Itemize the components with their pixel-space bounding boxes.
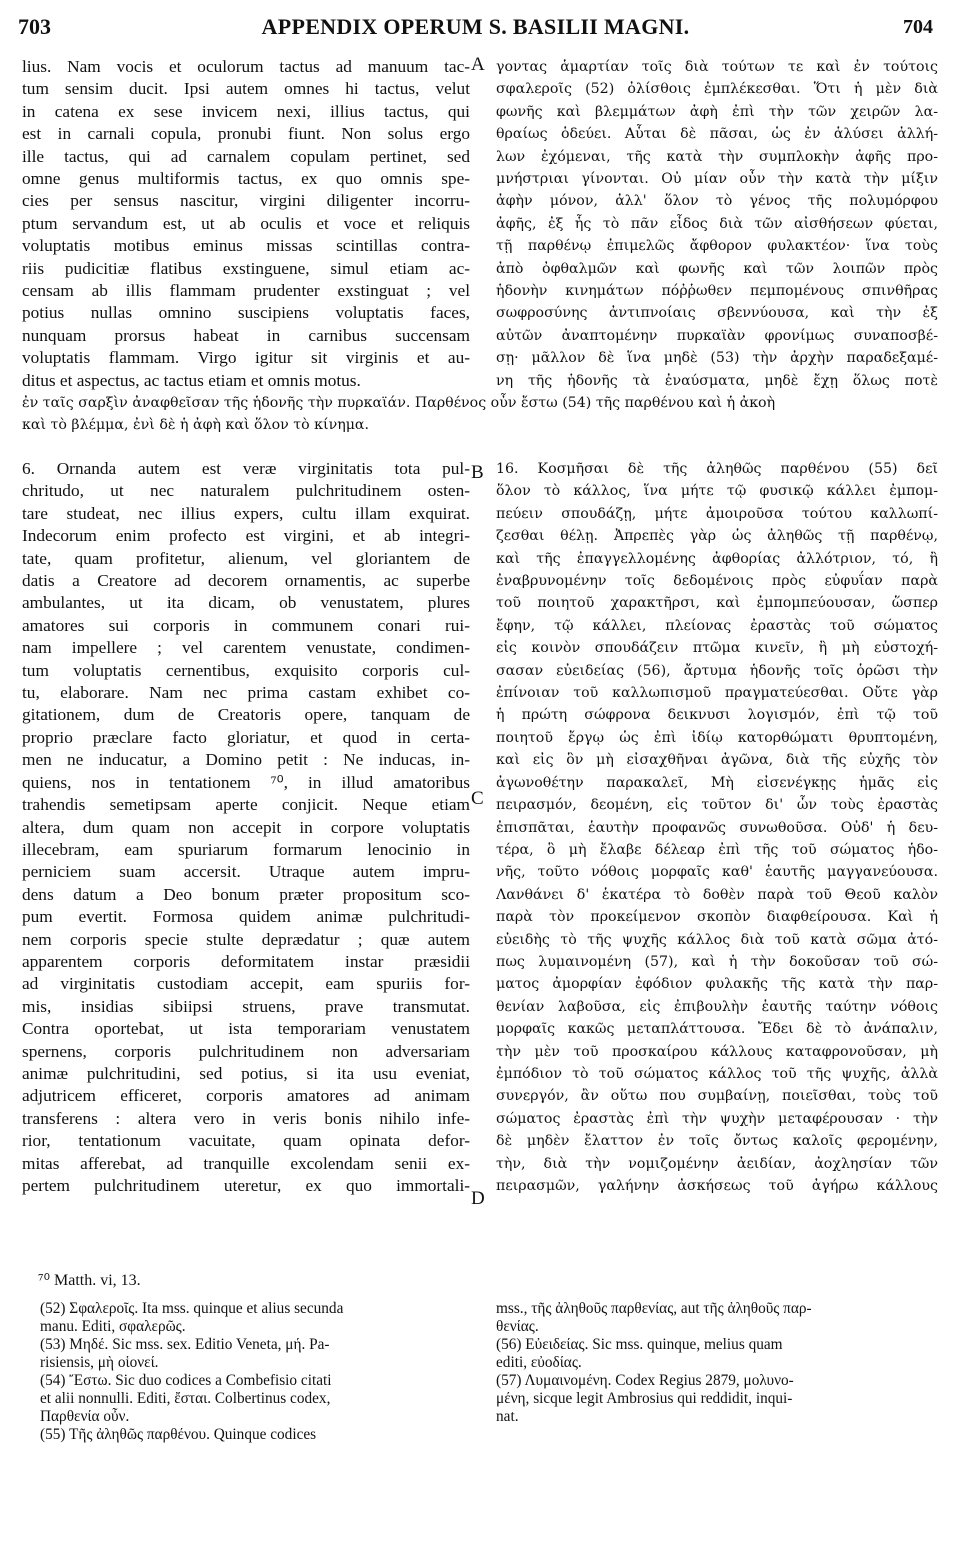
margin-marker-c: C — [471, 788, 484, 809]
text-line: θενίαν λαβοῦσα, εἰς ἐπιβουλὴν ἑαυτῆς ταύτην νόθοις — [496, 998, 938, 1015]
text-line: ambulantes, ut ita dicam, ob venustatem, plures — [22, 593, 470, 613]
text-line: pum evertit. Formosa quidem animæ pulchritudi- — [22, 907, 470, 927]
text-line: νη τῆς ἡδονῆς τὰ ἐναύσματα, μηδὲ ἔχῃ ὅλως ποτὲ — [496, 372, 938, 389]
text-line: amatores sui corporis in communem conari rui- — [22, 615, 470, 635]
text-line: tare studeat, nec illius expers, cultu illam exquirat. — [22, 503, 470, 523]
text-line: 16. Κοσμῆσαι δὲ τῆς ἀληθῶς παρθένου (55) δεῖ — [496, 461, 938, 477]
note-line: θενίας. — [496, 1318, 539, 1335]
text-line: ὅλον τὸ κάλλος, ἵνα μήτε τῷ φυσικῷ κάλλει ἐμπομ- — [496, 483, 938, 500]
text-line: γοντας ἁμαρτίαν τοῖς διὰ τούτων τε καὶ ἐν τούτοις — [496, 59, 938, 75]
text-line: perniciem suam accersit. Utraque autem impru- — [22, 862, 470, 882]
spanning-line-1 — [22, 392, 938, 414]
text-line: ἡδονὴν κινημάτων πόῤῥωθεν πεμπομένους σπινθῆρας — [496, 283, 938, 300]
text-line: ad virginitatis custodiam accepit, eam spuriis for- — [22, 974, 470, 994]
text-line: τὴν, διὰ τὴν νομιζομένην ἀειδίαν, ἀοχλησίαν τῶν — [496, 1155, 938, 1172]
text-line: Λανθάνει δ' ἑκατέρα τὸ δοθὲν παρὰ τοῦ Θεοῦ καλὸν — [496, 886, 938, 903]
note-line: (52) Σφαλεροῖς. Ita mss. quinque et alius secunda — [40, 1300, 344, 1317]
margin-marker-a: A — [471, 54, 485, 75]
text-line: σασαν εὐειδείας (56), ἄρτυμα ἡδονῆς τοῖς ὁρῶσι τὴν — [496, 662, 938, 679]
note-line: (57) Λυμαινομένη. Codex Regius 2879, μολυνο- — [496, 1372, 794, 1389]
text-line: σωφροσύνης ἀντιπνοίαις σβεννύουσα, καὶ τὴν ἐξ — [496, 305, 938, 322]
text-line: voluptatis flammam. Virgo igitur sit virginis et au- — [22, 348, 470, 368]
text-line: τοῦ ποιητοῦ χαρακτῆρσι, καὶ ἐμπομπεύουσαν, ὥσπερ — [496, 595, 938, 612]
note-line: mss., τῆς ἀληθοῦς παρθενίας, aut τῆς ἀληθοῦς παρ- — [496, 1300, 812, 1317]
text-line: ἐναβρυνομένην τοῖς δεδομένοις πρὸς εὐφυΐαν παρὰ — [496, 573, 938, 590]
text-line: ἔφην, τῷ κάλλει, πλείονας ἐραστὰς τοῦ σώματος — [496, 617, 938, 634]
text-line: τέρα, ὃ μὴ ἔλαβε δέλεαρ ἐπὶ τῆς τοῦ σώματος ἡδο- — [496, 841, 938, 858]
text-line: φωνῆς καὶ βλεμμάτων ἀφὴ ἐπὶ τὴν τῶν χειρῶν λα- — [496, 103, 938, 120]
note-line: (56) Εὐειδείας. Sic mss. quinque, melius quam — [496, 1336, 783, 1353]
notes-left — [40, 1300, 460, 1444]
greek-column-1 — [496, 56, 938, 392]
note-line: risiensis, μὴ οἱονεί. — [40, 1354, 159, 1371]
text-line: καὶ τῆς ἐπαγγελλομένης ἀφθορίας ἀλλότριον, τό, ἢ — [496, 550, 938, 567]
note-line: nat. — [496, 1408, 519, 1425]
text-line: πειρασμῶν, γαλήνην ἀσκήσεως τοῦ ἀγήρω κάλλους — [496, 1178, 938, 1194]
text-line: quiens, nos in tentationem ⁷⁰, in illud amatoribus — [22, 772, 470, 792]
text-line: pertem pulchritudinem uteretur, ex quo immortali- — [22, 1176, 470, 1195]
text-line: nam impellere ; vel carentem venustate, condimen- — [22, 638, 470, 658]
text-line: σώματος ἐραστὰς ἐπὶ τὴν ψυχὴν μεταφέρουσαν · τὴν — [496, 1110, 938, 1127]
note-line: μένη, sicque legit Ambrosius qui reddidit, inqui- — [496, 1390, 793, 1407]
text-line: mitas afferebat, ad tranquille excolendam senii ex- — [22, 1153, 470, 1173]
note-line: et alii nonnulli. Editi, ἔσται. Colbertinus codex, — [40, 1390, 331, 1407]
text-line: ἀγωνοθέτην παρακαλεῖ, Μὴ εἰσενέγκῃς ἡμᾶς εἰς — [496, 774, 938, 791]
text-line: tate, quam profitetur, alienum, vel gloriantem de — [22, 548, 470, 568]
note-line: (55) Τῆς ἀληθῶς παρθένου. Quinque codices — [40, 1426, 317, 1443]
text-line: εὐειδὴς τὸ τῆς ψυχῆς κάλλος διὰ τοῦ κατὰ σῶμα ἀτό- — [496, 931, 938, 948]
text-line: censam ab illis flammam prudenter exstinguat ; vel — [22, 281, 470, 301]
text-line: trahendis semetipsam aperte conjicit. Neque etiam — [22, 795, 470, 815]
text-line: συνεργόν, ἂν οὕτω που συμβαίνῃ, ποιεῖσθαι, τοὺς τοῦ — [496, 1088, 938, 1105]
text-line: ἐμπόδιον τὸ τοῦ σώματος κάλλος τοῦ τῆς ψυχῆς, ἀλλὰ — [496, 1065, 938, 1082]
text-line: ζεσθαι θέλῃ. Ἀπρεπὲς γὰρ ὡς ἀληθῶς τῇ παρθένῳ, — [496, 528, 938, 545]
latin-column-2 — [22, 458, 470, 1197]
text-line: altera, dum quam non accepit in corpore voluptatis — [22, 817, 470, 837]
text-line: potius nullas omnino suscipiens voluptatis faces, — [22, 303, 470, 323]
page-number-left: 703 — [18, 14, 51, 39]
text-line: transferens : altera vero in veris bonis nihilo infe- — [22, 1108, 470, 1128]
text-line: nunquam prorsus habeat in carnibus succensam — [22, 325, 470, 345]
greek-column-2 — [496, 458, 938, 1197]
text-line: tu, elaborare. Nam nec prima castam exhibet co- — [22, 683, 470, 703]
text-line: adjutricem efficeret, corporis amatores ad animam — [22, 1086, 470, 1106]
text-line: Contra oportebat, ut ista temporariam venustatem — [22, 1019, 470, 1039]
margin-marker-b: B — [471, 462, 484, 483]
text-line: dens datum a Deo bonum præter propositum sco- — [22, 884, 470, 904]
text-line: datis a Creatore ad decorem ornamentis, ac superbe — [22, 571, 470, 591]
spanning-greek-fragment: ἐν ταῖς σαρξὶν ἀναφθεῖσαν τῆς ἡδονῆς τὴν πυρκαϊάν. — [22, 395, 411, 411]
text-line: ἀπὸ ὀφθαλμῶν καὶ φωνῆς καὶ τῶν λοιπῶν πρὸς — [496, 260, 938, 277]
text-line: λων ἐχόμεναι, τῆς κατὰ τὴν συμπλοκὴν ἀφῆς προ- — [496, 148, 938, 165]
page-number-right: 704 — [903, 16, 933, 38]
text-line: 6. Ornanda autem est veræ virginitatis tota pul- — [22, 459, 470, 478]
text-line: τῇ παρθένῳ ἐπιμελῶς ἄφθορον φυλακτέον· ἵνα τοὺς — [496, 238, 938, 255]
text-line: voluptatis motibus eminus missas scintillas contra- — [22, 236, 470, 256]
text-line: σῃ· μᾶλλον δὲ ἵνα μηδὲ (53) τὴν ἀρχὴν παραδεξαμέ- — [496, 350, 938, 367]
text-line: spernens, corporis pulchritudinem non adversariam — [22, 1041, 470, 1061]
text-line: εἰς κοινὸν σπουδάζειν πτῶμα κινεῖν, ἢ μὴ εὐστοχή- — [496, 640, 938, 657]
text-line: θραίως ὁδεύει. Αὗται δὲ πᾶσαι, ὡς ἐν ἁλύσει ἀλλή- — [496, 126, 938, 143]
text-line: σφαλεροῖς (52) ὀλίσθοις ἐμπλέκεσθαι. Ὅτι ἡ μὲν διὰ — [496, 81, 938, 98]
note-line: editi, εὐοδίας. — [496, 1354, 582, 1371]
text-line: νῆς, τοῦτο νόθοις μορφαῖς καθ' ἑαυτῆς μαγγανεύουσα. — [496, 864, 938, 881]
text-line: πεύειν σπουδάζῃ, μήτε ἀμοιροῦσα τούτου καλλωπί- — [496, 505, 938, 522]
text-line: πως λυμαινομένη (57), καὶ ἡ τὴν δοκοῦσαν τοῦ σώ- — [496, 953, 938, 970]
text-line: Indecorum enim profecto est virgini, et ab integri- — [22, 526, 470, 546]
text-line: πειρασμόν, δεομένη, εἰς τοῦτον δι' ὧν τοὺς ἐραστὰς — [496, 797, 938, 814]
margin-marker-d: D — [471, 1188, 485, 1209]
note-line: (53) Μηδέ. Sic mss. sex. Editio Veneta, μή. Pa- — [40, 1336, 330, 1353]
text-line: παρὰ τὸν προκείμενον σκοπὸν διαφθείρουσα. Καὶ ἡ — [496, 909, 938, 926]
text-line: ἐπίνοιαν τοῦ καλλωπισμοῦ πραγματεύεσθαι. Οὔτε γὰρ — [496, 685, 938, 702]
text-line: lius. Nam vocis et oculorum tactus ad manuum tac- — [22, 57, 470, 76]
text-line: apparentem corporis deformitatem instar præsidii — [22, 951, 470, 971]
text-line: ἀφὴν μόνον, ἀλλ' ὅλον τὸ γένος τῆς πολυμόρφου — [496, 193, 938, 210]
text-line: ptum servandum est, ut ab oculis et voce et reliquis — [22, 213, 470, 233]
text-line: chritudo, ut nec naturalem pulchritudinem osten- — [22, 481, 470, 501]
text-line: men ne inducatur, a Domino petit : Ne inducas, in- — [22, 750, 470, 770]
text-line: nem corporis specie stulte deprædatur ; quæ autem — [22, 929, 470, 949]
running-title: APPENDIX OPERUM S. BASILII MAGNI. — [261, 14, 690, 39]
text-line: omne genus multiformis tactus, ex quo omnis spe- — [22, 169, 470, 189]
text-line: est in carnali copula, pronubi fiunt. Non solus ergo — [22, 124, 470, 144]
spanning-line-2: καὶ τὸ βλέμμα, ἐνὶ δὲ ἡ ἀφὴ καὶ ὅλον τὸ κίνημα. — [22, 417, 370, 433]
text-line: ἐπισπᾶται, ἑαυτὴν προφανῶς συνωθοῦσα. Οὐδ' ἡ δευ- — [496, 819, 938, 836]
text-line: animæ pulchritudini, sed potius, si ita usu eveniat, — [22, 1063, 470, 1083]
note-line: (54) Ἔστω. Sic duo codices a Combefisio citati — [40, 1372, 332, 1389]
notes-right — [496, 1300, 936, 1426]
text-line: riis pudicitiæ flatibus exstinguene, simul etiam ac- — [22, 258, 470, 278]
text-line: ille tactus, qui ad carnalem copulam pertinet, sed — [22, 146, 470, 166]
text-line: ἡ πρώτη σώφρονα δεικνυσι λογισμόν, ἐπὶ τῷ τοῦ — [496, 707, 938, 724]
text-line: tum voluptatis cernentibus, exquisito corporis cul- — [22, 660, 470, 680]
text-line: μορφαῖς κακῶς μεταπλάττουσα. Ἔδει δὲ τὸ ἀνάπαλιν, — [496, 1021, 938, 1038]
spanning-greek-continuation: Παρθένος οὖν ἔστω (54) τῆς παρθένου καὶ ἡ ἀκοὴ — [410, 395, 776, 411]
text-line: δὲ μηδὲν ἔλαττον ἐν τοῖς ὄντως καλοῖς φερομένην, — [496, 1133, 938, 1150]
text-line: proprio præclare facto gloriatur, et quod in certa- — [22, 727, 470, 747]
note-line: manu. Editi, σφαλερῶς. — [40, 1318, 186, 1335]
scripture-footnote: ⁷⁰ Matth. vi, 13. — [38, 1272, 141, 1289]
text-line: mis, insidias sibiipsi struens, prave transmutat. — [22, 996, 470, 1016]
text-line: τὴν μὲν τοῦ προσκαίρου κάλλους καταφρονοῦσαν, μὴ — [496, 1043, 938, 1060]
text-line: μνήστριαι γίνονται. Οὐ μίαν οὖν τὴν κατὰ τὴν μίξιν — [496, 171, 938, 188]
text-line: ἀφῆς, ἐξ ἧς τὸ πᾶν εἶδος διὰ τῶν αἰσθήσεων φύεται, — [496, 215, 938, 232]
text-line: tum sensim ducit. Ipsi autem omnes hi tactus, velut — [22, 79, 470, 99]
text-line: ματος ἀμορφίαν ἐφόδιον φυλακῆς τῆς κατὰ τὴν παρ- — [496, 976, 938, 993]
note-line: Παρθενία οὖν. — [40, 1408, 130, 1425]
text-line: gitationem, dum de Creatoris opere, tanquam de — [22, 705, 470, 725]
latin-column-1 — [22, 56, 470, 392]
page-header — [18, 14, 933, 50]
text-line: illecebram, eam spuriarum formarum lenocinio in — [22, 839, 470, 859]
text-line: καὶ εἰς ὃν μὴ εἰσαχθῆναι ἀγῶνα, διὰ τῆς εὐχῆς τὸν — [496, 752, 938, 769]
text-line: αὐτῶν ἀναπτομένην πυρκαϊὰν φρονίμως συναποσβέ- — [496, 327, 938, 344]
text-line: ditus et aspectus, ac tactus etiam et omnis motus. — [22, 370, 361, 390]
text-line: ποιητοῦ ἔργῳ ὡς ἐπὶ ἰδίῳ κατορθώματι θρυπτομένη, — [496, 729, 938, 746]
text-line: in catena ex sese invicem nexi, illius tactus, qui — [22, 101, 470, 121]
text-line: cies per sensus nascitur, virgini diligenter incorru- — [22, 191, 470, 211]
text-line: rior, tentationum vacuitate, quam opinata defor- — [22, 1131, 470, 1151]
